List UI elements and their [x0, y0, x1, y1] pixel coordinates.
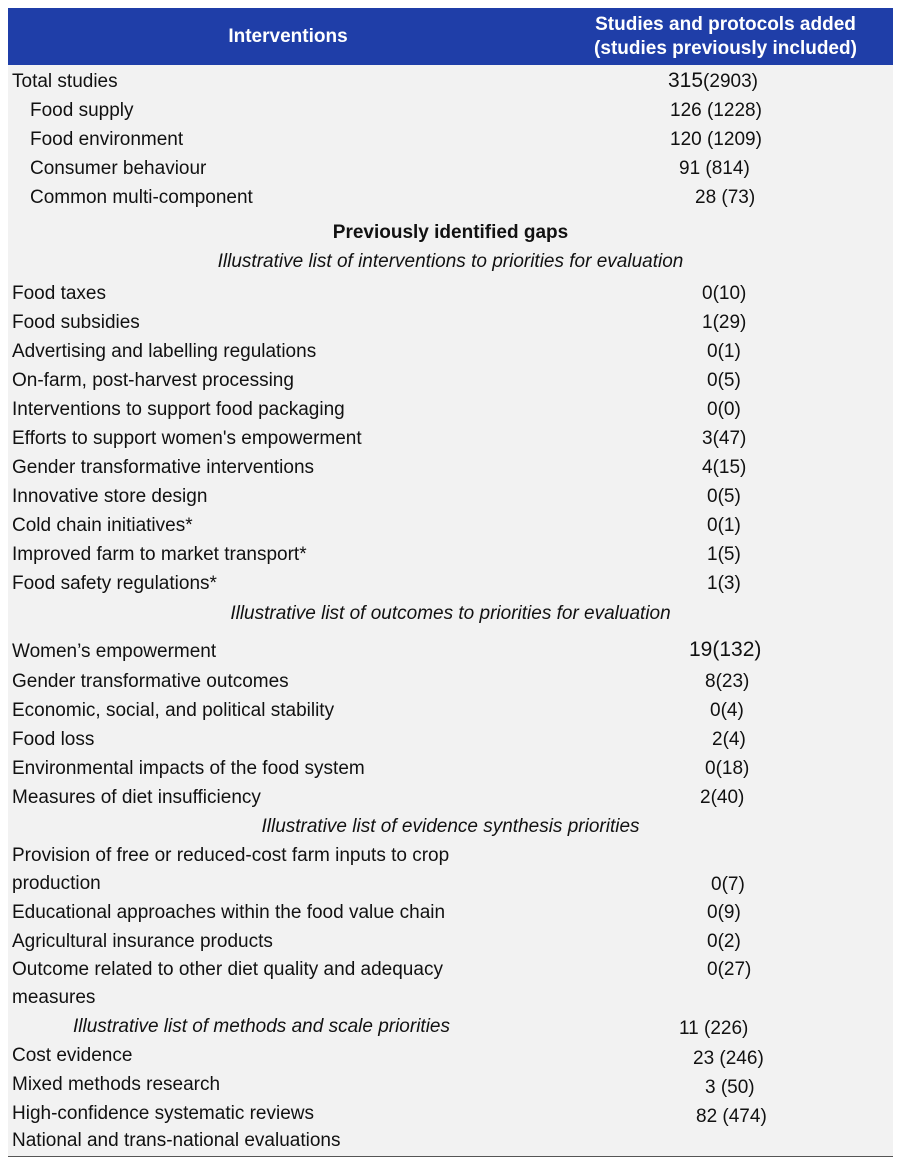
row-label: Common multi-component	[30, 187, 253, 208]
table-row	[8, 338, 893, 367]
row-label: Mixed methods research	[12, 1074, 221, 1095]
row-value: 82 (474)	[696, 1106, 767, 1127]
table-row	[8, 126, 893, 155]
row-label: Efforts to support women's empowerment	[12, 428, 362, 449]
row-label: Food supply	[30, 100, 134, 121]
interventions-section-title: Illustrative list of interventions to priorities for evaluation	[217, 251, 684, 272]
row-value: 0(9)	[707, 902, 741, 923]
row-value: 0(0)	[707, 399, 741, 420]
table-row	[8, 726, 893, 755]
header-studies	[558, 13, 893, 61]
row-label: National and trans-national evaluations	[12, 1130, 341, 1151]
synthesis-row-inputs-value: 0(7)	[711, 874, 745, 895]
row-value: 0(2)	[707, 931, 741, 952]
table-row	[8, 512, 893, 541]
table-row	[8, 755, 893, 784]
table-row	[8, 184, 893, 213]
table-row	[8, 1127, 893, 1156]
table-header	[8, 8, 893, 65]
table-row	[8, 309, 893, 338]
row-label: Food subsidies	[12, 312, 140, 333]
row-value: 0(4)	[710, 700, 744, 721]
table-row	[8, 570, 893, 599]
row-value: 3 (50)	[705, 1077, 755, 1098]
table-row	[8, 668, 893, 697]
row-label: Economic, social, and political stability	[12, 700, 335, 721]
table-row	[8, 483, 893, 512]
row-label: High-confidence systematic reviews	[12, 1103, 315, 1124]
row-value: 23 (246)	[693, 1048, 764, 1069]
row-value: 3(47)	[702, 428, 747, 449]
row-label: Improved farm to market transport*	[12, 544, 307, 565]
header-studies-line2: (studies previously included)	[594, 38, 857, 59]
row-label: Total studies	[12, 71, 118, 92]
gaps-title: Previously identified gaps	[332, 222, 569, 243]
row-label: Gender transformative interventions	[12, 457, 315, 478]
row-value: 1(29)	[702, 312, 747, 333]
row-label: Educational approaches within the food value chain	[12, 902, 446, 923]
row-label: On-farm, post-harvest processing	[12, 370, 294, 391]
row-label: Food loss	[12, 729, 95, 750]
row-label: Food safety regulations*	[12, 573, 217, 594]
table-row	[8, 697, 893, 726]
table-row	[8, 396, 893, 425]
row-label: Measures of diet insufficiency	[12, 787, 261, 808]
header-interventions: Interventions	[228, 26, 348, 47]
methods-section-title: Illustrative list of methods and scale priorities	[73, 1016, 450, 1037]
row-label: Innovative store design	[12, 486, 208, 507]
row-value: 0(18)	[705, 758, 750, 779]
synthesis-row-diet-label: Outcome related to other diet quality and adequacy measures	[12, 959, 443, 1008]
row-value: 91 (814)	[679, 158, 750, 179]
methods-title-value: 11 (226)	[679, 1018, 749, 1039]
interventions-table	[8, 8, 893, 1157]
table-row	[8, 68, 893, 97]
table-row	[8, 280, 893, 309]
row-value: 0(1)	[707, 515, 741, 536]
table-row	[8, 367, 893, 396]
synthesis-row-diet-value: 0(27)	[707, 959, 752, 980]
row-label: Food environment	[30, 129, 184, 150]
table-row	[8, 1100, 893, 1129]
row-label: Consumer behaviour	[30, 158, 207, 179]
row-value: 2(4)	[712, 729, 746, 750]
table-row	[8, 1071, 893, 1100]
row-value: 1(3)	[707, 573, 741, 594]
row-value: 315(2903)	[668, 69, 758, 92]
synthesis-row-inputs-label: Provision of free or reduced-cost farm inputs to crop production	[12, 845, 450, 894]
row-value: 19(132)	[689, 638, 762, 661]
table-row	[8, 928, 893, 957]
row-label: Gender transformative outcomes	[12, 671, 289, 692]
table-row	[8, 155, 893, 184]
table-row	[8, 97, 893, 126]
row-value: 120 (1209)	[670, 129, 762, 150]
outcomes-section-title: Illustrative list of outcomes to priorities for evaluation	[230, 603, 671, 624]
row-label: Advertising and labelling regulations	[12, 341, 317, 362]
row-value: 0(1)	[707, 341, 741, 362]
row-value: 8(23)	[705, 671, 750, 692]
table-row	[8, 454, 893, 483]
row-label: Environmental impacts of the food system	[12, 758, 365, 779]
row-value: 126 (1228)	[670, 100, 762, 121]
row-label: Food taxes	[12, 283, 106, 304]
row-value: 4(15)	[702, 457, 747, 478]
row-value: 1(5)	[707, 544, 741, 565]
table-row	[8, 1042, 893, 1071]
table-row	[8, 784, 893, 813]
table-row	[8, 637, 893, 668]
row-value: 2(40)	[700, 787, 745, 808]
row-value: 0(5)	[707, 370, 741, 391]
synthesis-section-title: Illustrative list of evidence synthesis priorities	[261, 816, 640, 837]
row-value: 0(5)	[707, 486, 741, 507]
row-label: Cold chain initiatives*	[12, 515, 193, 536]
row-label: Women’s empowerment	[12, 641, 217, 662]
table-row	[8, 541, 893, 570]
row-label: Cost evidence	[12, 1045, 133, 1066]
row-value: 28 (73)	[695, 187, 756, 208]
row-label: Interventions to support food packaging	[12, 399, 345, 420]
row-value: 0(10)	[702, 283, 747, 304]
header-studies-line1: Studies and protocols added	[595, 14, 856, 35]
row-label: Agricultural insurance products	[12, 931, 273, 952]
table-row	[8, 425, 893, 454]
table-row	[8, 899, 893, 928]
